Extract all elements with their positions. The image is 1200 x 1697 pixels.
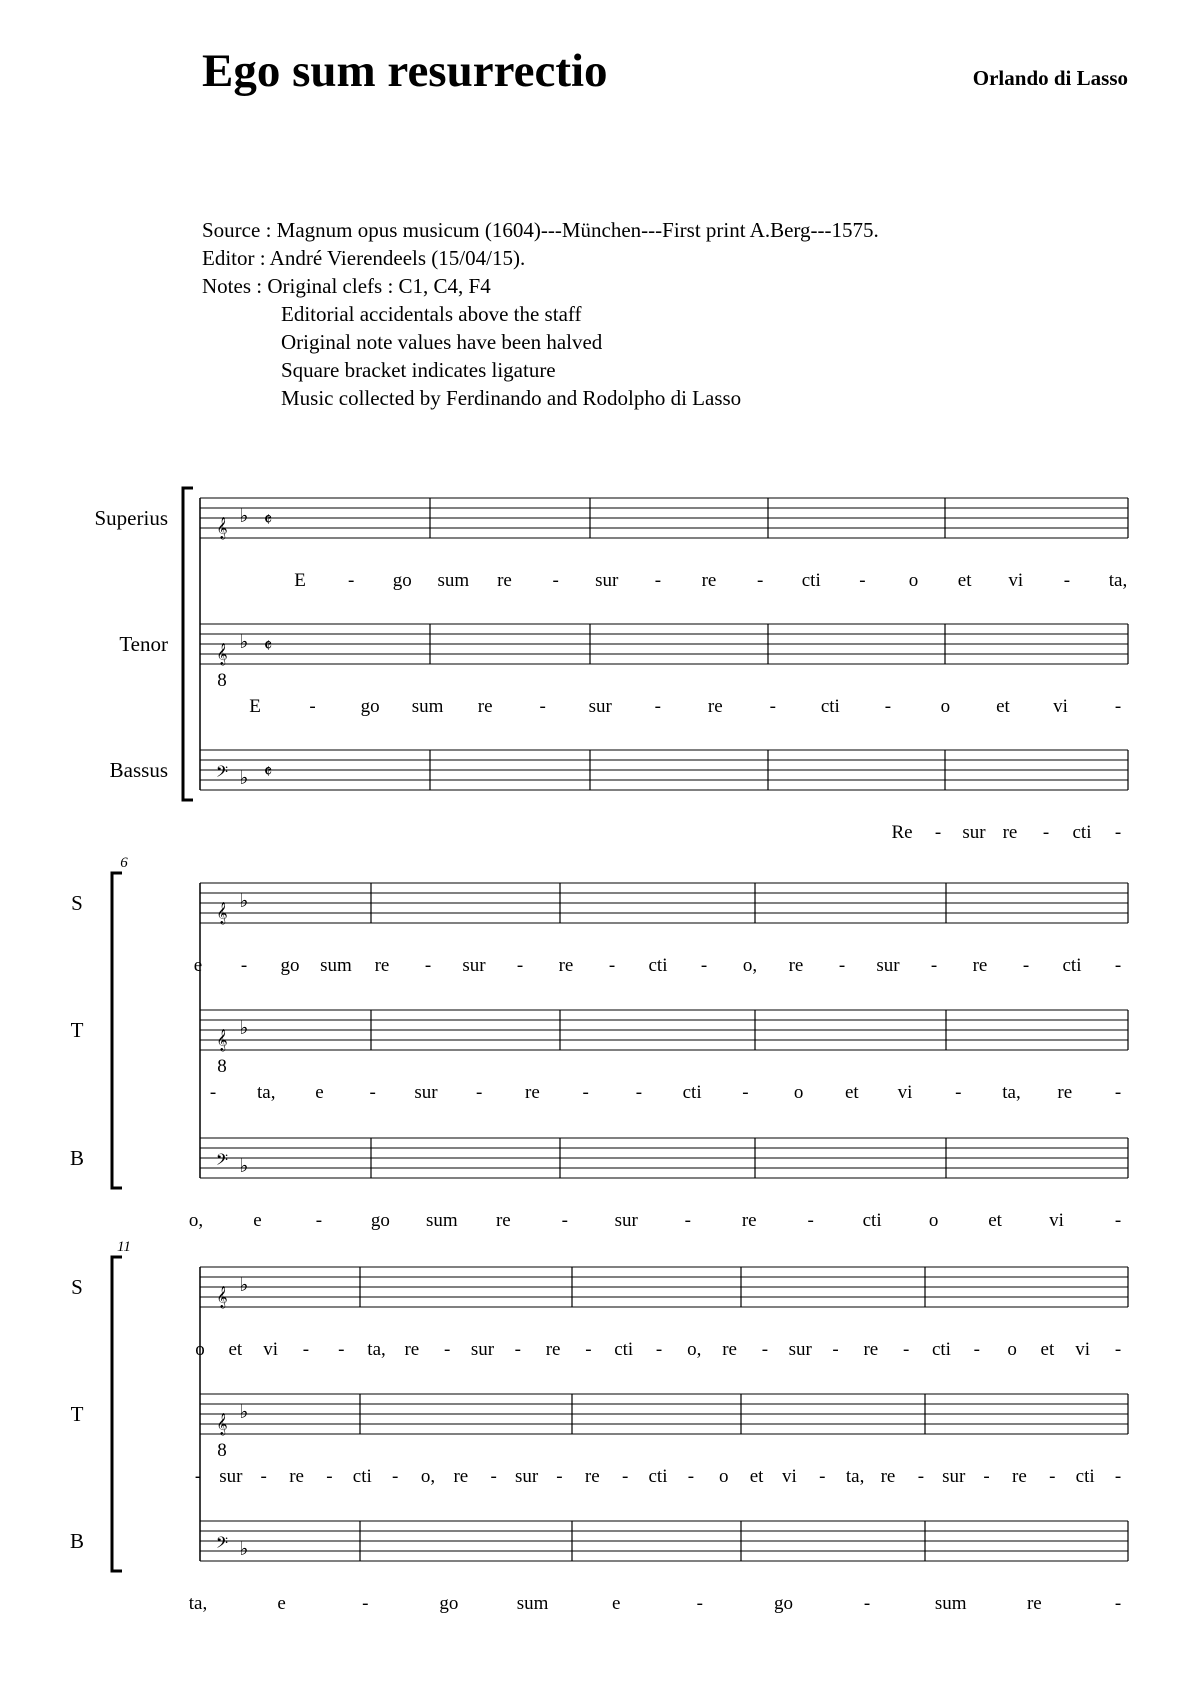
lyric-syllable: ta,	[1108, 570, 1128, 591]
lyric-syllable: re	[788, 955, 804, 976]
lyric-syllable: vi	[263, 1339, 279, 1360]
lyric-syllable: re	[584, 1466, 600, 1487]
lyric-syllable: e	[611, 1593, 621, 1614]
lyric-syllable: sur	[462, 955, 486, 976]
system-bracket	[112, 1257, 122, 1571]
lyric-hyphen: -	[585, 1339, 592, 1360]
lyric-syllable: e	[315, 1082, 324, 1103]
lyric-syllable: o,	[420, 1466, 436, 1487]
lyric-syllable: o,	[188, 1210, 204, 1231]
lyric-syllable: cti	[801, 570, 821, 591]
lyric-syllable: o	[1007, 1339, 1017, 1360]
lyric-syllable: re	[495, 1210, 511, 1231]
lyric-syllable: go	[773, 1593, 793, 1614]
lyric-syllable: o	[928, 1210, 939, 1231]
lyric-hyphen: -	[742, 1082, 749, 1103]
lyric-syllable: sur	[788, 1339, 812, 1360]
lyric-syllable: vi	[897, 1082, 913, 1103]
lyric-syllable: sur	[414, 1082, 438, 1103]
flat-key-icon: ♭	[239, 891, 249, 912]
lyric-syllable: re	[497, 570, 512, 591]
lyric-hyphen: -	[194, 1466, 202, 1487]
lyric-hyphen: -	[983, 1466, 990, 1487]
lyric-hyphen: -	[369, 1082, 376, 1103]
note-accidentals: Editorial accidentals above the staff	[281, 302, 582, 326]
lyric-hyphen: -	[934, 822, 942, 843]
lyric-hyphen: -	[902, 1339, 910, 1360]
lyric-syllable: ta,	[188, 1593, 208, 1614]
treble-clef-icon: 𝄞	[216, 644, 228, 665]
lyric-syllable: re	[1057, 1082, 1073, 1103]
lyric-syllable: e	[277, 1593, 286, 1614]
lyric-hyphen: -	[684, 1210, 691, 1231]
lyric-hyphen: -	[443, 1339, 451, 1360]
lyric-syllable: re	[525, 1082, 540, 1103]
cut-time-icon: 𝄵	[263, 636, 273, 657]
lyric-hyphen: -	[700, 955, 708, 976]
lyric-syllable: re	[863, 1339, 879, 1360]
lyric-syllable: re	[545, 1339, 561, 1360]
lyric-syllable: et	[1040, 1339, 1055, 1360]
lyric-syllable: re	[1026, 1593, 1042, 1614]
part-name: Bassus	[109, 758, 168, 782]
lyric-syllable: re	[1012, 1466, 1027, 1487]
lyric-syllable: sur	[470, 1339, 495, 1360]
lyric-hyphen: -	[1042, 822, 1050, 843]
lyric-hyphen: -	[654, 696, 661, 717]
lyric-syllable: e	[193, 955, 203, 976]
lyric-syllable: re	[374, 955, 390, 976]
lyric-syllable: o,	[742, 955, 758, 976]
lyric-syllable: ta,	[845, 1466, 865, 1487]
lyric-hyphen: -	[1022, 955, 1030, 976]
lyric-hyphen: -	[315, 1210, 323, 1231]
treble-clef-icon: 𝄞	[216, 903, 228, 924]
lyric-syllable: vi	[1049, 1210, 1064, 1231]
octave-eight-icon: 8	[217, 1440, 227, 1461]
lyric-syllable: sum	[437, 570, 470, 591]
lyric-syllable: et	[749, 1466, 764, 1487]
lyric-syllable: cti	[820, 696, 840, 717]
source-line: Source : Magnum opus musicum (1604)---München---First print A.Berg---1575.	[202, 218, 879, 242]
lyric-syllable: sur	[942, 1466, 966, 1487]
part-name: B	[69, 1146, 85, 1170]
lyric-syllable: sum	[320, 955, 352, 976]
lyric-hyphen: -	[391, 1466, 399, 1487]
lyric-syllable: go	[370, 1210, 390, 1231]
lyric-syllable: sur	[614, 1210, 638, 1231]
lyric-syllable: cti	[1062, 955, 1082, 976]
note-values: Original note values have been halved	[281, 330, 603, 354]
lyric-syllable: cti	[931, 1339, 951, 1360]
lyric-syllable: o	[940, 696, 951, 717]
lyric-syllable: go	[392, 570, 412, 591]
lyric-syllable: vi	[1053, 696, 1068, 717]
lyric-hyphen: -	[859, 570, 866, 591]
lyric-syllable: sur	[595, 570, 619, 591]
lyric-syllable: E	[294, 570, 306, 591]
lyric-syllable: cti	[648, 1466, 668, 1487]
flat-key-icon: ♭	[239, 506, 249, 527]
treble-clef-icon: 𝄞	[216, 1287, 228, 1308]
score-title: Ego sum resurrectio	[202, 45, 608, 97]
lyric-syllable: re	[701, 570, 717, 591]
lyric-syllable: cti	[682, 1082, 702, 1103]
lyric-hyphen: -	[539, 696, 546, 717]
lyric-syllable: cti	[352, 1466, 372, 1487]
lyric-syllable: re	[880, 1466, 896, 1487]
composer-name: Orlando di Lasso	[972, 66, 1128, 90]
lyric-hyphen: -	[973, 1339, 980, 1360]
lyric-syllable: sur	[876, 955, 900, 976]
lyric-hyphen: -	[756, 570, 764, 591]
lyric-syllable: e	[253, 1210, 262, 1231]
lyric-hyphen: -	[556, 1466, 563, 1487]
cut-time-icon: 𝄵	[263, 510, 273, 531]
lyric-syllable: et	[957, 570, 972, 591]
lyric-hyphen: -	[635, 1082, 643, 1103]
lyric-syllable: re	[741, 1210, 757, 1231]
lyric-syllable: sum	[934, 1593, 967, 1614]
lyric-hyphen: -	[1114, 955, 1122, 976]
note-bracket: Square bracket indicates ligature	[281, 358, 556, 382]
lyric-syllable: sur	[588, 696, 612, 717]
lyric-syllable: Re	[891, 822, 913, 843]
lyric-syllable: sum	[426, 1210, 458, 1231]
treble-clef-icon: 𝄞	[216, 518, 228, 539]
lyric-hyphen: -	[1049, 1466, 1056, 1487]
lyric-syllable: o,	[687, 1339, 702, 1360]
lyric-hyphen: -	[761, 1339, 769, 1360]
lyric-hyphen: -	[1114, 1593, 1122, 1614]
lyric-hyphen: -	[1114, 1210, 1122, 1231]
lyric-syllable: re	[404, 1339, 420, 1360]
lyric-syllable: re	[289, 1466, 304, 1487]
lyric-hyphen: -	[338, 1339, 345, 1360]
lyric-syllable: o	[793, 1082, 804, 1103]
bass-clef-icon: 𝄢	[215, 764, 229, 785]
lyric-hyphen: -	[476, 1082, 483, 1103]
lyric-syllable: re	[722, 1339, 737, 1360]
flat-key-icon: ♭	[239, 1156, 249, 1177]
lyric-hyphen: -	[807, 1210, 814, 1231]
bass-clef-icon: 𝄢	[215, 1535, 229, 1556]
lyric-syllable: cti	[1075, 1466, 1095, 1487]
lyric-hyphen: -	[696, 1593, 703, 1614]
lyric-hyphen: -	[769, 696, 776, 717]
lyric-syllable: sur	[962, 822, 986, 843]
lyric-hyphen: -	[832, 1339, 839, 1360]
part-name: S	[71, 1275, 83, 1299]
lyric-hyphen: -	[608, 955, 616, 976]
lyric-syllable: cti	[614, 1339, 634, 1360]
lyric-syllable: et	[996, 696, 1010, 717]
lyric-syllable: re	[477, 696, 493, 717]
part-name: Tenor	[119, 632, 168, 656]
lyric-syllable: et	[228, 1339, 243, 1360]
lyric-syllable: E	[249, 696, 261, 717]
lyric-syllable: cti	[648, 955, 668, 976]
lyric-hyphen: -	[514, 1339, 521, 1360]
lyric-syllable: go	[439, 1593, 459, 1614]
lyric-syllable: et	[844, 1082, 859, 1103]
lyric-hyphen: -	[561, 1210, 568, 1231]
lyric-syllable: o	[908, 570, 919, 591]
lyric-hyphen: -	[621, 1466, 629, 1487]
lyric-syllable: et	[988, 1210, 1002, 1231]
lyric-hyphen: -	[490, 1466, 497, 1487]
lyric-hyphen: -	[955, 1082, 962, 1103]
lyric-hyphen: -	[1114, 1339, 1122, 1360]
system-bracket	[183, 488, 193, 800]
lyric-hyphen: -	[930, 955, 938, 976]
part-name: Superius	[94, 506, 168, 530]
lyric-hyphen: -	[687, 1466, 695, 1487]
lyric-syllable: re	[558, 955, 574, 976]
lyric-hyphen: -	[240, 955, 248, 976]
lyric-syllable: cti	[1072, 822, 1092, 843]
lyric-hyphen: -	[1063, 570, 1071, 591]
lyric-hyphen: -	[654, 570, 662, 591]
lyric-hyphen: -	[917, 1466, 925, 1487]
lyric-hyphen: -	[819, 1466, 826, 1487]
lyric-hyphen: -	[655, 1339, 663, 1360]
lyric-syllable: vi	[1075, 1339, 1091, 1360]
lyric-hyphen: -	[209, 1082, 217, 1103]
notes-line: Notes : Original clefs : C1, C4, F4	[202, 274, 491, 298]
treble-clef-icon: 𝄞	[216, 1414, 228, 1435]
lyric-syllable: ta,	[367, 1339, 386, 1360]
lyric-hyphen: -	[326, 1466, 333, 1487]
lyric-hyphen: -	[516, 955, 524, 976]
lyric-syllable: o	[195, 1339, 205, 1360]
lyric-hyphen: -	[582, 1082, 589, 1103]
lyric-syllable: ta,	[257, 1082, 276, 1103]
flat-key-icon: ♭	[239, 1539, 249, 1560]
lyric-syllable: ta,	[1002, 1082, 1021, 1103]
flat-key-icon: ♭	[239, 632, 249, 653]
flat-key-icon: ♭	[239, 1402, 249, 1423]
lyric-hyphen: -	[302, 1339, 310, 1360]
lyric-hyphen: -	[1114, 1466, 1122, 1487]
lyric-syllable: vi	[782, 1466, 797, 1487]
lyric-syllable: re	[972, 955, 988, 976]
lyric-hyphen: -	[309, 696, 316, 717]
lyric-syllable: re	[707, 696, 723, 717]
flat-key-icon: ♭	[239, 768, 249, 789]
lyric-syllable: vi	[1008, 570, 1024, 591]
lyric-hyphen: -	[1114, 822, 1122, 843]
flat-key-icon: ♭	[239, 1018, 249, 1039]
lyric-hyphen: -	[260, 1466, 267, 1487]
octave-eight-icon: 8	[217, 670, 227, 691]
lyric-syllable: go	[280, 955, 300, 976]
lyric-hyphen: -	[1114, 696, 1122, 717]
part-name: S	[71, 891, 83, 915]
lyric-syllable: cti	[862, 1210, 882, 1231]
part-name: B	[69, 1529, 85, 1553]
editor-line: Editor : André Vierendeels (15/04/15).	[202, 246, 526, 270]
measure-number: 6	[120, 855, 128, 871]
lyric-hyphen: -	[863, 1593, 871, 1614]
bass-clef-icon: 𝄢	[215, 1152, 229, 1173]
lyric-hyphen: -	[424, 955, 432, 976]
lyric-syllable: sum	[411, 696, 444, 717]
measure-number: 11	[117, 1239, 131, 1255]
octave-eight-icon: 8	[217, 1056, 227, 1077]
lyric-hyphen: -	[552, 570, 559, 591]
cut-time-icon: 𝄵	[263, 762, 273, 783]
lyric-hyphen: -	[362, 1593, 369, 1614]
lyric-syllable: re	[1002, 822, 1018, 843]
system-bracket	[112, 873, 122, 1188]
lyric-syllable: re	[453, 1466, 469, 1487]
lyric-syllable: sum	[516, 1593, 549, 1614]
lyric-syllable: sur	[219, 1466, 243, 1487]
note-collection: Music collected by Ferdinando and Rodolpho di Lasso	[281, 386, 742, 410]
lyric-hyphen: -	[1114, 1082, 1122, 1103]
lyric-hyphen: -	[838, 955, 846, 976]
treble-clef-icon: 𝄞	[216, 1030, 228, 1051]
part-name: T	[70, 1402, 84, 1426]
lyric-syllable: sur	[514, 1466, 539, 1487]
part-name: T	[70, 1018, 84, 1042]
lyric-hyphen: -	[347, 570, 355, 591]
flat-key-icon: ♭	[239, 1275, 249, 1296]
lyric-syllable: go	[360, 696, 380, 717]
lyric-hyphen: -	[884, 696, 892, 717]
lyric-syllable: o	[718, 1466, 729, 1487]
